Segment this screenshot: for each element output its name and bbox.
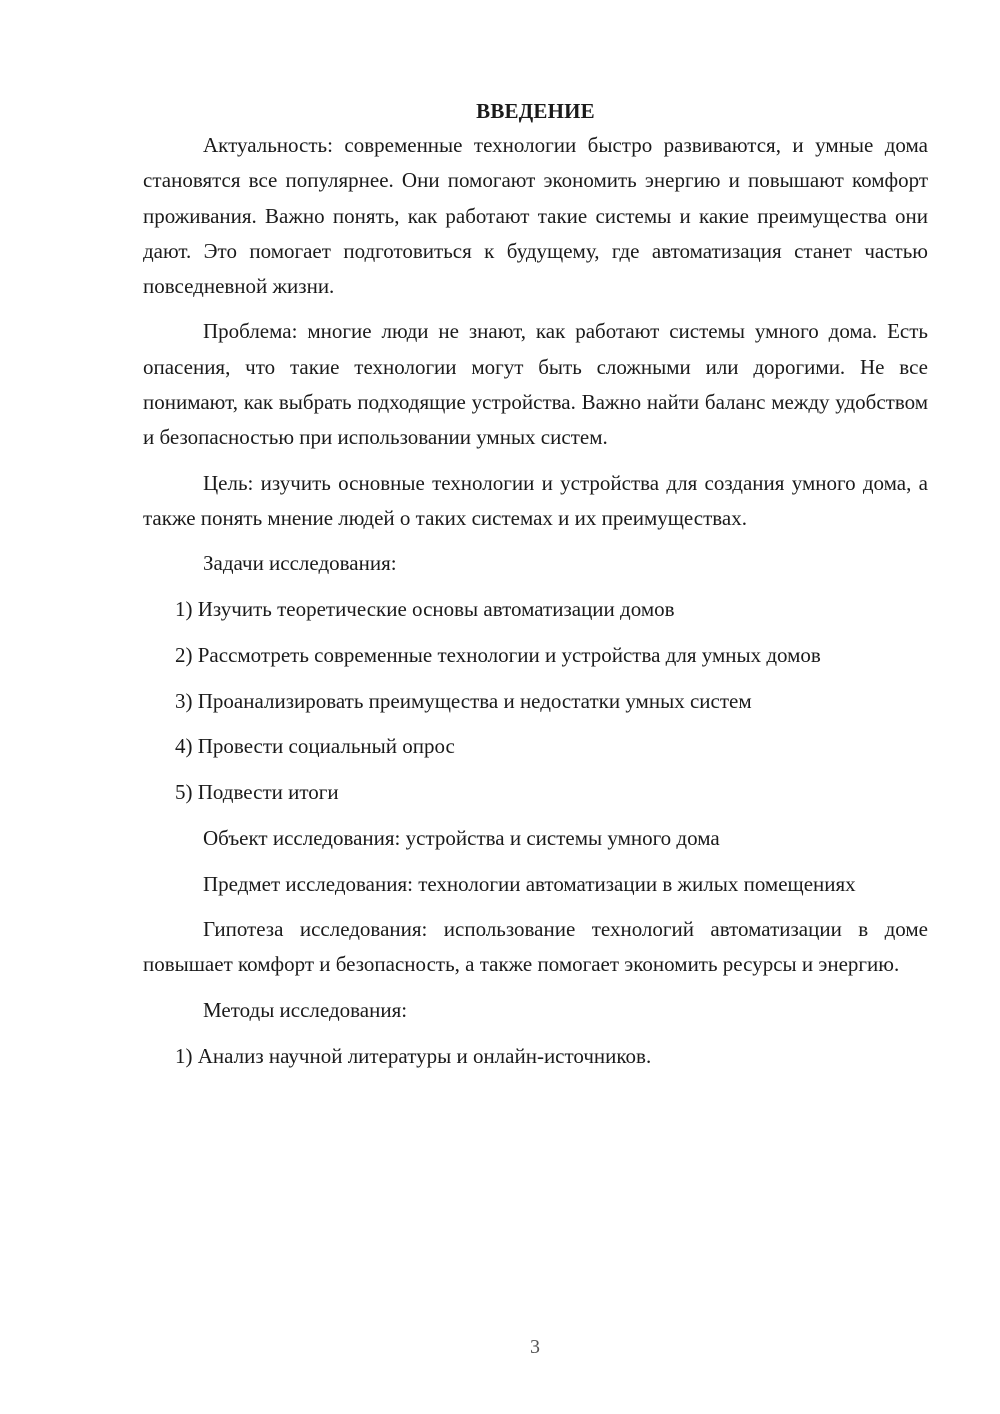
list-item-task-2: 2) Рассмотреть современные технологии и устройства для умных домов [175,642,821,667]
paragraph-subject: Предмет исследования: технологии автоматизации в жилых помещениях [203,871,856,896]
document-page [143,96,928,1084]
tasks-heading: Задачи исследования: [203,551,397,576]
paragraph-relevance: Актуальность: современные технологии быстро развиваются, и умные дома становятся все популярнее. Они помогают экономить энергию и повышают комфорт проживания. Важно понять, как работают такие системы и какие преимущества они дают. Это помогает подготовиться к будущему, где автоматизация станет частью повседневной жизни. [143,133,928,299]
paragraph-object: Объект исследования: устройства и системы умного дома [203,826,720,851]
paragraph-problem: Проблема: многие люди не знают, как работают системы умного дома. Есть опасения, что такие технологии могут быть сложными или дорогими. Не все понимают, как выбрать подходящие устройства. Важно найти баланс между удобством и безопасностью при использовании умных систем. [143,319,928,450]
list-item-task-4: 4) Провести социальный опрос [175,734,455,759]
methods-heading: Методы исследования: [203,997,408,1022]
page-title: ВВЕДЕНИЕ [476,99,595,123]
page-number: 3 [530,1336,540,1358]
paragraph-hypothesis: Гипотеза исследования: использование технологий автоматизации в доме повышает комфорт и безопасность, а также помогает экономить ресурсы и энергию. [143,917,928,977]
paragraph-goal: Цель: изучить основные технологии и устройства для создания умного дома, а также понять мнение людей о таких системах и их преимуществах. [143,470,928,530]
list-item-task-5: 5) Подвести итоги [175,780,339,805]
list-item-task-1: 1) Изучить теоретические основы автоматизации домов [175,597,675,622]
list-item-method-1: 1) Анализ научной литературы и онлайн-источников. [175,1043,652,1068]
list-item-task-3: 3) Проанализировать преимущества и недостатки умных систем [175,688,752,713]
